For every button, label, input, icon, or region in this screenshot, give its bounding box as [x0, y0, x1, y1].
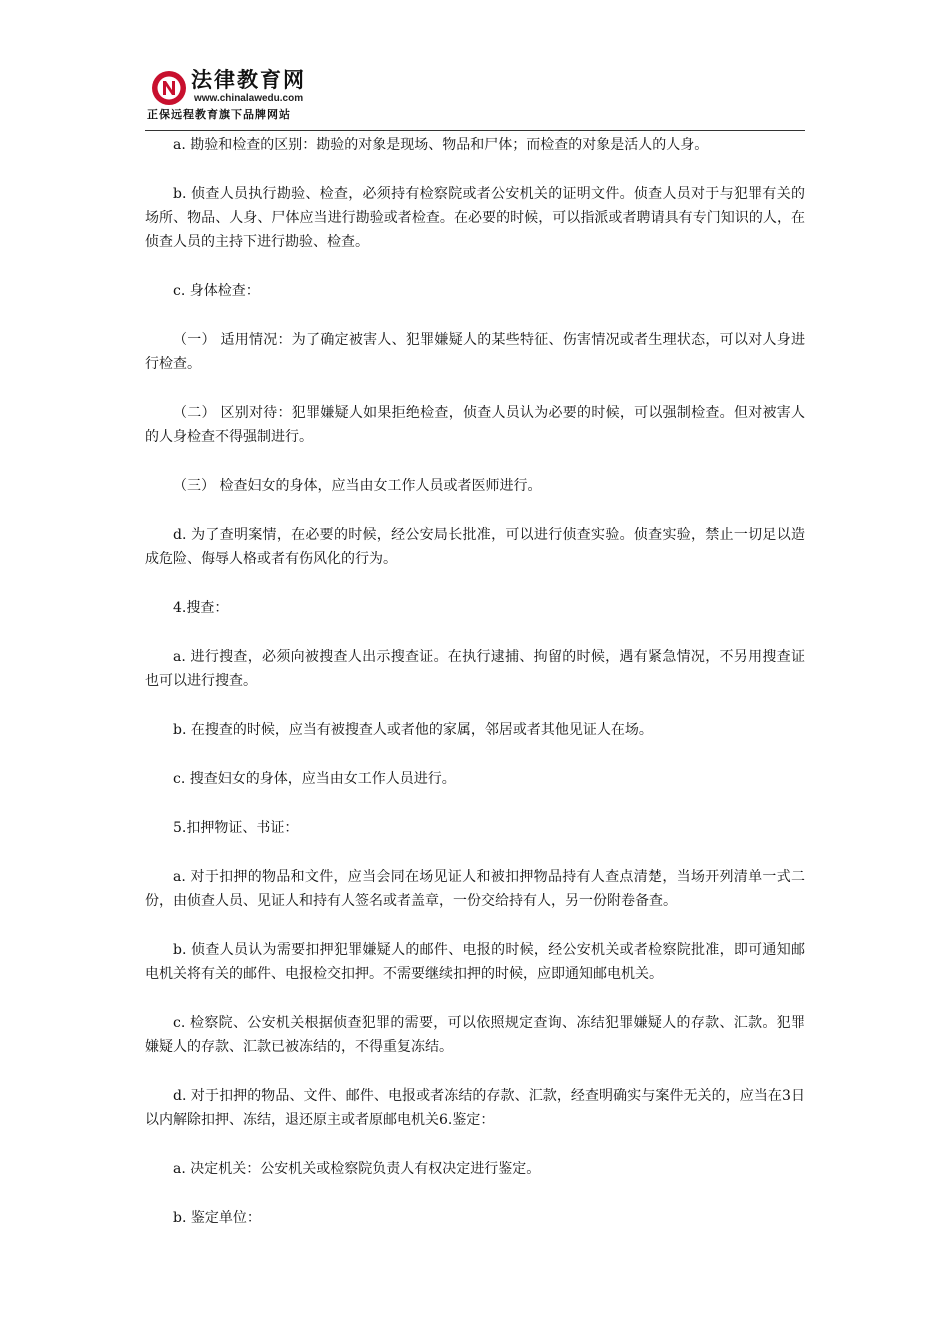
paragraph: （三） 检查妇女的身体，应当由女工作人员或者医师进行。	[173, 478, 542, 494]
paragraph: b. 鉴定单位：	[173, 1210, 261, 1226]
page-header	[145, 66, 805, 130]
section-heading: 4.搜查：	[173, 600, 229, 616]
chinalawedu-logo-icon	[151, 70, 187, 106]
paragraph: c. 搜查妇女的身体，应当由女工作人员进行。	[173, 771, 456, 787]
paragraph: a. 对于扣押的物品和文件，应当会同在场见证人和被扣押物品持有人查点清楚，当场开列清单一式二份，由侦查人员、见证人和持有人签名或者盖章，一份交给持有人，另一份附卷备查。	[145, 869, 805, 909]
paragraph: c. 检察院、公安机关根据侦查犯罪的需要，可以依照规定查询、冻结犯罪嫌疑人的存款、汇款。犯罪嫌疑人的存款、汇款已被冻结的，不得重复冻结。	[145, 1015, 805, 1055]
paragraph: a. 勘验和检查的区别：勘验的对象是现场、物品和尸体；而检查的对象是活人的人身。	[173, 137, 709, 153]
site-slogan: 正保远程教育旗下品牌网站	[147, 108, 291, 121]
site-url: www.chinalawedu.com	[194, 93, 304, 104]
paragraph: （一） 适用情况：为了确定被害人、犯罪嫌疑人的某些特征、伤害情况或者生理状态，可以对人身进行检查。	[145, 332, 805, 372]
site-name: 法律教育网	[191, 68, 306, 92]
paragraph: b. 在搜查的时候，应当有被搜查人或者他的家属，邻居或者其他见证人在场。	[173, 722, 653, 738]
header-divider	[145, 130, 805, 131]
section-heading: 5.扣押物证、书证：	[173, 820, 299, 836]
paragraph: d. 对于扣押的物品、文件、邮件、电报或者冻结的存款、汇款，经查明确实与案件无关的，应当在3日以内解除扣押、冻结，退还原主或者原邮电机关6.鉴定：	[145, 1088, 805, 1128]
paragraph: a. 进行搜查，必须向被搜查人出示搜查证。在执行逮捕、拘留的时候，遇有紧急情况，不另用搜查证也可以进行搜查。	[145, 649, 805, 689]
paragraph: （二） 区别对待：犯罪嫌疑人如果拒绝检查，侦查人员认为必要的时候，可以强制检查。但对被害人的人身检查不得强制进行。	[145, 405, 805, 445]
paragraph: c. 身体检查：	[173, 283, 260, 299]
paragraph: b. 侦查人员认为需要扣押犯罪嫌疑人的邮件、电报的时候，经公安机关或者检察院批准，即可通知邮电机关将有关的邮件、电报检交扣押。不需要继续扣押的时候，应即通知邮电机关。	[145, 942, 805, 982]
paragraph: b. 侦查人员执行勘验、检查，必须持有检察院或者公安机关的证明文件。侦查人员对于与犯罪有关的场所、物品、人身、尸体应当进行勘验或者检查。在必要的时候，可以指派或者聘请具有专门知识的人，在侦查人员的主持下进行勘验、检查。	[145, 186, 805, 250]
paragraph: d. 为了查明案情，在必要的时候，经公安局长批准，可以进行侦查实验。侦查实验，禁止一切足以造成危险、侮辱人格或者有伤风化的行为。	[145, 527, 805, 567]
document-body	[145, 133, 805, 1230]
paragraph: a. 决定机关：公安机关或检察院负责人有权决定进行鉴定。	[173, 1161, 541, 1177]
